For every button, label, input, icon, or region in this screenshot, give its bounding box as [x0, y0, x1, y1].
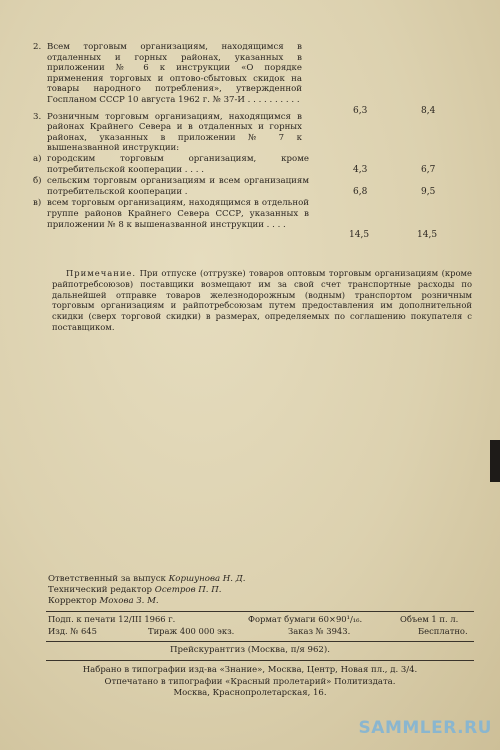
footnote [52, 268, 472, 333]
value-col1: 14,5 [349, 230, 370, 241]
price: Бесплатно. [418, 626, 468, 636]
subitem-letter: б) [33, 176, 42, 187]
value-col1: 4,3 [353, 164, 368, 175]
credit-name: Коршунова Н. Д. [168, 574, 246, 584]
value-col2: 14,5 [417, 230, 438, 241]
value-col2: 9,5 [421, 187, 436, 198]
volume: Объем 1 п. л. [400, 614, 459, 624]
value-col2: 8,4 [421, 106, 436, 116]
paper-format: Формат бумаги 60×90¹/₁₆. [248, 614, 363, 624]
edition-number: Изд. № 645 [48, 626, 97, 636]
subitem-text: всем торговым организациям, находящимся в отдельной группе районов Крайнего Севера СССР, указанных в приложении № 8 к вышеназванной инструкции . . . . [47, 198, 309, 230]
subitem-a [33, 153, 436, 175]
note-text: При отпуске (отгрузке) товаров оптовым торговым организациям (кроме райпотребсоюзов) поставщики возмещают им за свой счет транспортные расходы по дальнейшей отправке товаров железнодорожным (водным) транспортом розничным торговым организациям и райпотребсоюзам путем предоставления им дополнительной скидки (сверх торговой скидки) в размерах, определяемых по соглашению покупателя с поставщиком. [52, 268, 472, 332]
item-text: Всем торговым организациям, находящимся в отдаленных и горных районах, указанных в приложении № 6 к инструкции «О порядке применения торговых и оптово-сбытовых скидок на товары народного потребления», утвержденной Госпланом СССР 10 августа 1962 г. № 37-И . . . . . . . . . . [47, 42, 302, 105]
item-number: 3. [33, 111, 42, 122]
credit-name: Мохова З. М. [99, 596, 159, 606]
value-col2: 6,7 [421, 164, 436, 175]
value-col1: 6,8 [353, 187, 368, 198]
subitem-b [33, 176, 436, 198]
divider [46, 611, 474, 612]
subitem-letter: а) [33, 153, 42, 164]
credit-label: Ответственный за выпуск [48, 574, 166, 584]
note-label: Примечание. [66, 268, 137, 278]
credit-label: Корректор [48, 596, 97, 606]
publication-info [48, 614, 478, 642]
signed-date: Подп. к печати 12/III 1966 г. [48, 614, 176, 624]
credit-label: Технический редактор [48, 585, 153, 595]
divider [46, 641, 474, 642]
watermark-logo: SAMMLER.RU [358, 718, 492, 738]
credit-tech-editor [48, 585, 478, 596]
subitem-letter: в) [33, 198, 42, 209]
item-2 [33, 42, 473, 116]
order-number: Заказ № 3943. [288, 626, 351, 636]
subitem-text: городским торговым организациям, кроме потребительской кооперации . . . . [47, 153, 309, 175]
printing-line: Отпечатано в типографии «Красный пролетарий» Политиздата. [104, 676, 396, 687]
printing-line: Набрано в типографии изд-ва «Знание», Москва, Центр, Новая пл., д. 3/4. [82, 665, 418, 675]
discount-items [33, 42, 473, 241]
subitem-v [33, 198, 438, 241]
subitem-text: сельским торговым организациям и всем организациям потребительской кооперации . [47, 176, 309, 197]
print-run: Тираж 400 000 экз. [148, 626, 235, 636]
printing-line: Москва, Краснопролетарская, 16. [173, 688, 327, 698]
divider [46, 660, 474, 661]
credit-proofreader [48, 596, 478, 607]
credits [48, 574, 478, 607]
credit-editor-release [48, 574, 478, 585]
page-edge-mark [490, 440, 500, 482]
item-number: 2. [33, 42, 42, 52]
value-col1: 6,3 [353, 106, 368, 116]
publisher: Прейскурантгиз (Москва, п/я 962). [169, 645, 330, 655]
printing-info [0, 665, 500, 700]
credit-name: Осетров П. П. [154, 585, 222, 595]
item-text: Розничным торговым организациям, находящимся в районах Крайнего Севера и в отдаленных и горных районах, указанных в приложении № 7 к вышеназванной инструкции: [47, 111, 302, 154]
